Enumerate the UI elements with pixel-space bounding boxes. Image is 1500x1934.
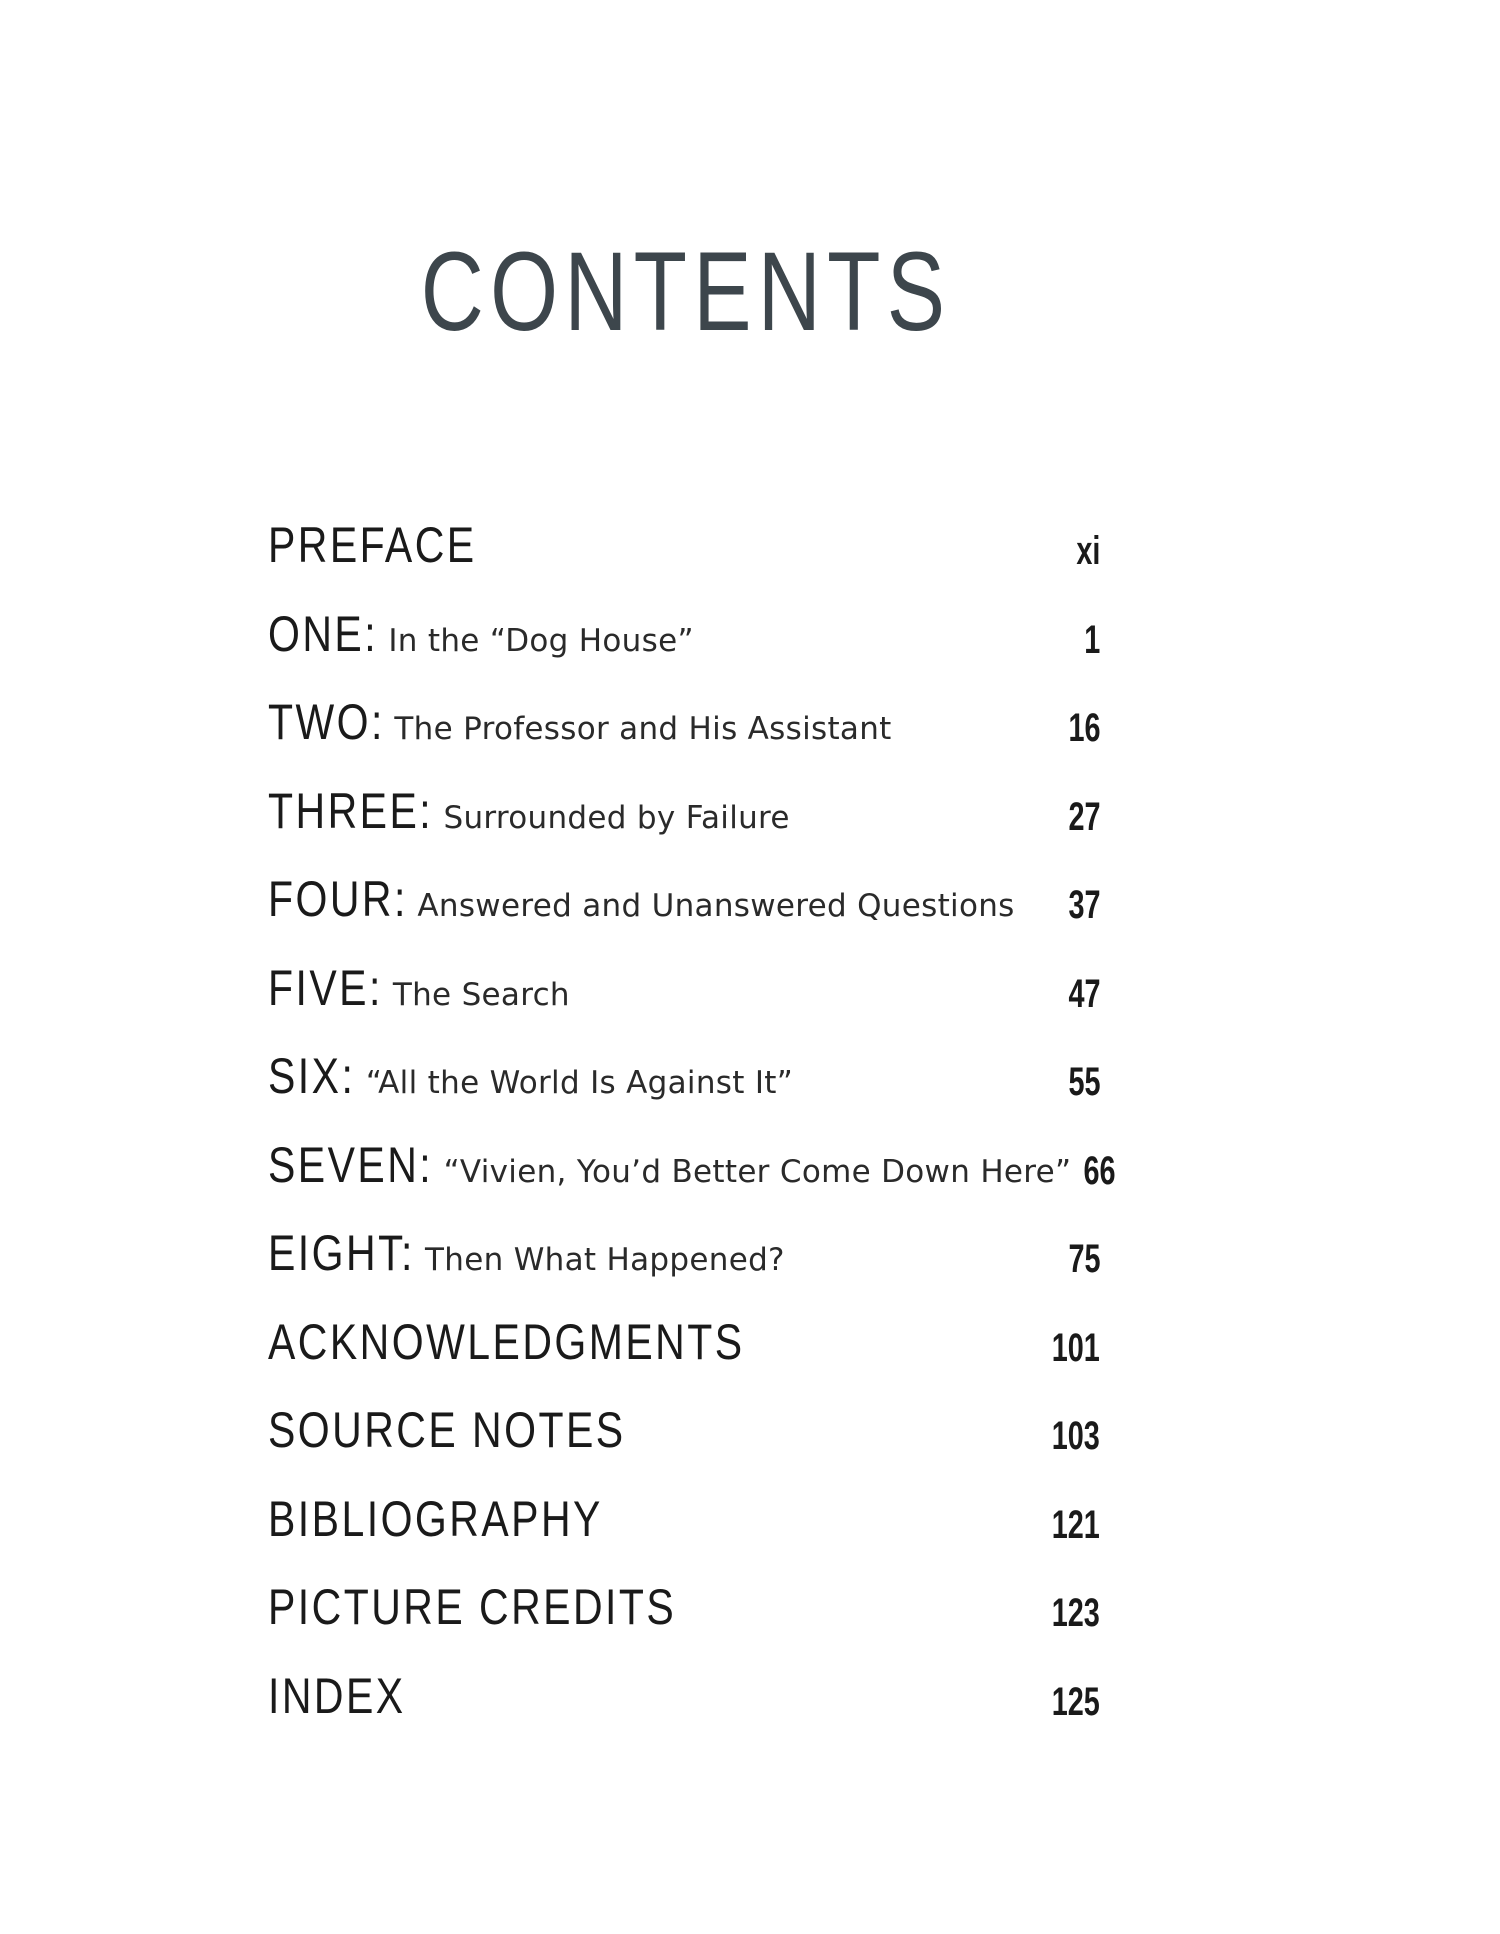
- toc-entry-page: 103: [1051, 1414, 1100, 1458]
- toc-entry-label: FOUR:: [268, 871, 408, 927]
- toc-entry-title: In the “Dog House”: [388, 622, 694, 659]
- toc-entry-page: 27: [1067, 794, 1100, 839]
- toc-entry-page: 47: [1067, 971, 1100, 1016]
- toc-entry-page: 55: [1067, 1060, 1100, 1104]
- toc-entry-label: TWO:: [268, 694, 385, 750]
- toc-entry-label: THREE:: [268, 782, 434, 839]
- toc-entry-title: Surrounded by Failure: [443, 799, 790, 836]
- toc-entry-page: xi: [1075, 529, 1100, 573]
- toc-entry-label: INDEX: [268, 1667, 406, 1724]
- toc-entry-index: [268, 1666, 1100, 1755]
- toc-entry-left: [268, 1135, 1071, 1202]
- toc-entry-title: “All the World Is Against It”: [365, 1065, 794, 1101]
- toc-entry-left: [268, 781, 790, 848]
- toc-entry-title: Then What Happened?: [425, 1242, 785, 1278]
- toc-entry-left: [268, 1666, 415, 1726]
- toc-entry-chapter-four: [268, 869, 1100, 958]
- toc-entry-chapter-one: [268, 604, 1100, 693]
- toc-entry-page: 123: [1051, 1591, 1100, 1635]
- toc-entry-label: FIVE:: [268, 959, 383, 1016]
- toc-entry-preface: [268, 515, 1100, 604]
- toc-entry-left: [268, 958, 570, 1025]
- toc-entry-page: 121: [1051, 1502, 1100, 1547]
- toc-entry-source-notes: [268, 1400, 1100, 1489]
- toc-entry-left: [268, 1577, 686, 1637]
- toc-entry-chapter-two: [268, 692, 1100, 781]
- toc-entry-label: PICTURE CREDITS: [268, 1579, 677, 1635]
- toc-entry-label: SEVEN:: [268, 1136, 434, 1193]
- toc-entry-chapter-eight: [268, 1223, 1100, 1312]
- toc-entry-label: SOURCE NOTES: [268, 1402, 626, 1458]
- toc-entry-chapter-six: [268, 1046, 1100, 1135]
- toc-entry-page: 101: [1051, 1325, 1100, 1370]
- toc-entry-label: SIX:: [268, 1048, 356, 1104]
- toc-entry-page: 75: [1067, 1237, 1100, 1281]
- toc-entry-left: [268, 1400, 636, 1460]
- toc-entry-page: 1: [1083, 617, 1100, 662]
- toc-entry-left: [268, 604, 694, 671]
- toc-entry-label: BIBLIOGRAPHY: [268, 1490, 603, 1547]
- toc-entry-left: [268, 1223, 785, 1290]
- toc-entry-label: ONE:: [268, 605, 379, 662]
- toc-entry-left: [268, 515, 487, 575]
- toc-entry-chapter-seven: [268, 1135, 1116, 1224]
- toc-entry-label: EIGHT:: [268, 1225, 415, 1281]
- toc-entry-left: [268, 1312, 755, 1372]
- toc-entry-label: PREFACE: [268, 517, 477, 573]
- toc-entry-bibliography: [268, 1489, 1100, 1578]
- toc-entry-title: “Vivien, You’d Better Come Down Here”: [443, 1153, 1072, 1190]
- toc-entry-page: 125: [1051, 1679, 1100, 1724]
- toc-entry-title: The Professor and His Assistant: [394, 711, 892, 747]
- toc-entry-acknowledgments: [268, 1312, 1100, 1401]
- toc-entry-title: The Search: [392, 976, 570, 1013]
- toc-entry-left: [268, 692, 892, 759]
- table-of-contents: [268, 515, 1116, 1754]
- toc-entry-left: [268, 1046, 793, 1113]
- page-title: CONTENTS: [420, 229, 952, 354]
- toc-entry-label: ACKNOWLEDGMENTS: [268, 1313, 745, 1370]
- toc-entry-chapter-five: [268, 958, 1100, 1047]
- toc-entry-title: Answered and Unanswered Questions: [417, 888, 1015, 924]
- toc-entry-left: [268, 869, 1015, 936]
- toc-entry-chapter-three: [268, 781, 1100, 870]
- toc-entry-page: 66: [1083, 1148, 1116, 1193]
- toc-entry-left: [268, 1489, 613, 1549]
- toc-entry-picture-credits: [268, 1577, 1100, 1666]
- toc-entry-page: 16: [1067, 706, 1100, 750]
- toc-entry-page: 37: [1067, 883, 1100, 927]
